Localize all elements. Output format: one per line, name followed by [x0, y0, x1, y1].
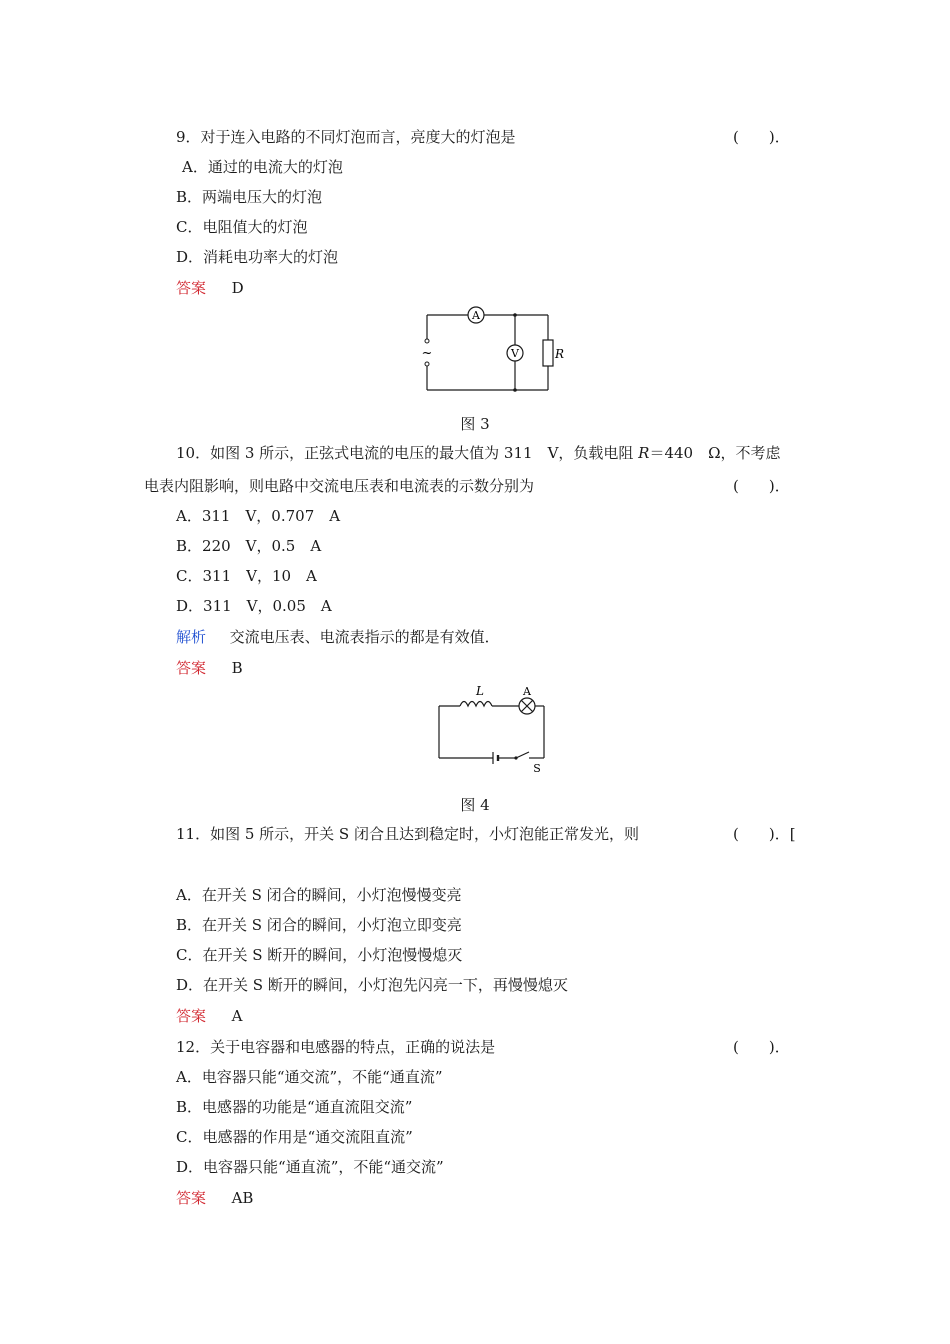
- q10-answer-paren: ( )．: [733, 477, 790, 495]
- q9-stem: 9．对于连入电路的不同灯泡而言，亮度大的灯泡是: [176, 128, 516, 146]
- q12-stem: 12．关于电容器和电感器的特点，正确的说法是: [176, 1038, 496, 1056]
- q10-answer-value: B: [231, 659, 243, 677]
- q11-stem: 11．如图 5 所示，开关 S 闭合且达到稳定时，小灯泡能正常发光，则: [176, 825, 639, 843]
- q11-option-b: B．在开关 S 闭合的瞬间，小灯泡立即变亮: [176, 916, 462, 934]
- figure-3-circuit: [418, 302, 578, 398]
- q11-option-a: A．在开关 S 闭合的瞬间，小灯泡慢慢变亮: [176, 886, 462, 904]
- fig3-resistor-label: R: [555, 347, 565, 361]
- q9-option-a: A．通过的电流大的灯泡: [182, 158, 343, 176]
- q9-answer-label: 答案: [176, 279, 207, 297]
- q10-analysis-text: 交流电压表、电流表指示的都是有效值．: [229, 628, 500, 646]
- q11-answer-paren: ( )．[: [733, 825, 796, 843]
- q10-stem-variable: R: [638, 444, 650, 462]
- q12-answer-label: 答案: [176, 1189, 207, 1207]
- q9-answer-row: [176, 278, 244, 298]
- q10-option-d: D．311 V，0.05 A: [176, 597, 332, 615]
- q12-option-b: B．电感器的功能是“通直流阻交流”: [176, 1098, 413, 1116]
- q10-stem-part2: ＝440 Ω，不考虑: [649, 444, 781, 462]
- figure-4-caption: 图 4: [460, 796, 490, 814]
- q10-option-a: A．311 V，0.707 A: [176, 507, 341, 525]
- q9-answer-value: D: [231, 279, 244, 297]
- q10-option-c: C．311 V，10 A: [176, 567, 317, 585]
- q10-stem-line1: [176, 443, 781, 463]
- figure-4-circuit: [432, 682, 552, 774]
- q11-option-d: D．在开关 S 断开的瞬间，小灯泡先闪亮一下，再慢慢熄灭: [176, 976, 568, 994]
- fig4-lamp-label: A: [523, 685, 531, 698]
- q12-option-d: D．电容器只能“通直流”，不能“通交流”: [176, 1158, 444, 1176]
- q10-stem-part1: 10．如图 3 所示，正弦式电流的电压的最大值为 311 V，负载电阻: [176, 444, 639, 462]
- q12-option-a: A．电容器只能“通交流”，不能“通直流”: [176, 1068, 443, 1086]
- figure-3-caption: 图 3: [460, 415, 490, 433]
- q12-answer-paren: ( )．: [733, 1038, 790, 1056]
- q11-answer-value: A: [231, 1007, 243, 1025]
- q10-option-b: B．220 V，0.5 A: [176, 537, 322, 555]
- q12-answer-value: AB: [231, 1189, 254, 1207]
- q9-answer-paren: ( )．: [733, 128, 790, 146]
- q9-option-b: B．两端电压大的灯泡: [176, 188, 323, 206]
- q11-option-c: C．在开关 S 断开的瞬间，小灯泡慢慢熄灭: [176, 946, 463, 964]
- q12-answer-row: [176, 1188, 253, 1208]
- q10-stem-line2: 电表内阻影响，则电路中交流电压表和电流表的示数分别为: [144, 477, 535, 495]
- q12-option-c: C．电感器的作用是“通交流阻直流”: [176, 1128, 413, 1146]
- fig4-switch-label: S: [533, 762, 541, 774]
- q11-answer-label: 答案: [176, 1007, 207, 1025]
- fig3-source-symbol: ~: [421, 346, 433, 361]
- fig3-voltmeter-label: V: [511, 347, 519, 360]
- q10-analysis-label: 解析: [176, 628, 207, 646]
- q9-option-d: D．消耗电功率大的灯泡: [176, 248, 339, 266]
- q10-answer-row: [176, 658, 243, 678]
- q10-answer-label: 答案: [176, 659, 207, 677]
- fig4-inductor-label: L: [476, 684, 484, 698]
- fig3-ammeter-label: A: [472, 309, 480, 322]
- q10-analysis-row: [176, 627, 500, 647]
- q9-option-c: C．电阻值大的灯泡: [176, 218, 308, 236]
- q11-answer-row: [176, 1006, 242, 1026]
